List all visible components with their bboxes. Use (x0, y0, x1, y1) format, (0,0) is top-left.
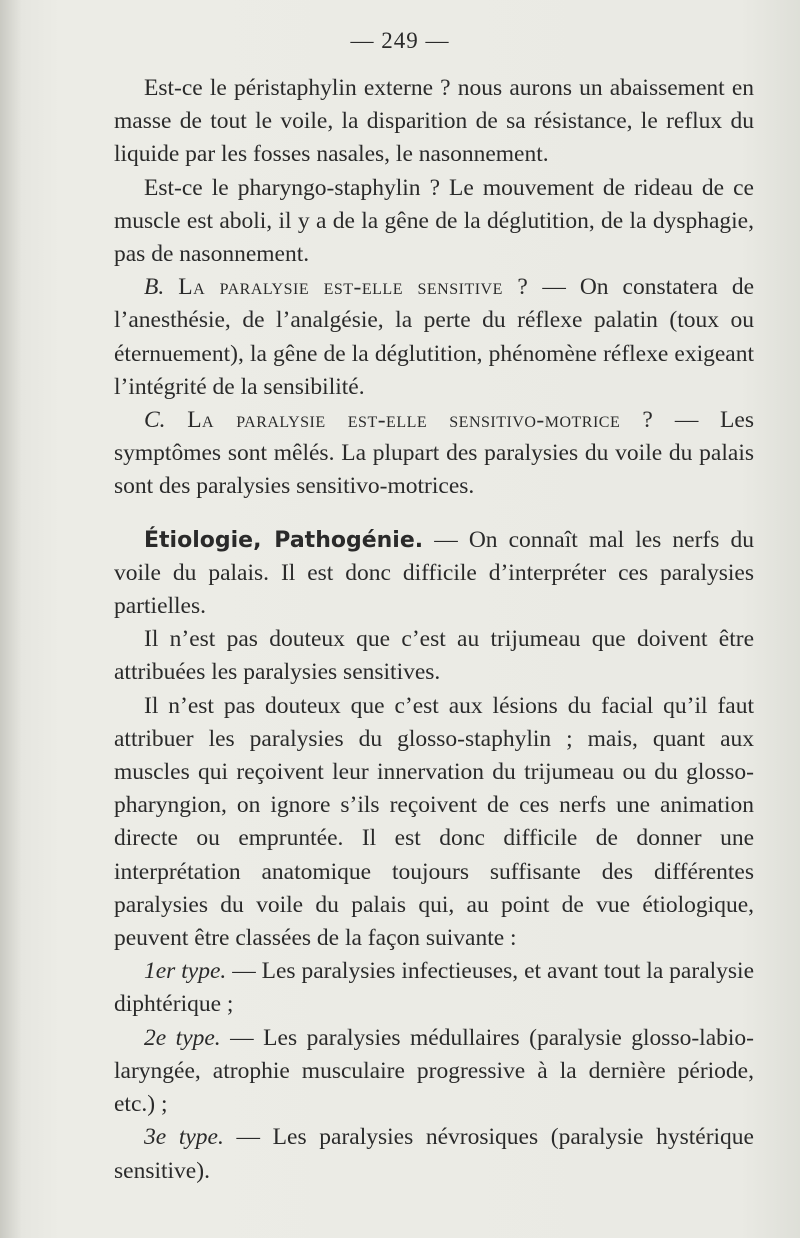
paragraph-sensitivo-motrice (114, 404, 754, 504)
paragraph-peristaphylin: Est-ce le péristaphylin externe ? nous aurons un abaissement en masse de tout le voile, la disparition de sa résistance, le reflux du liquide par les fosses nasales, le nasonnement. (114, 75, 754, 168)
section-heading-etiologie: Étiologie, Pathogénie. (144, 527, 424, 553)
paragraph-trijumeau: Il n’est pas douteux que c’est au trijumeau que doivent être attribuées les paralysies sensitives. (114, 626, 754, 686)
page-body (114, 72, 754, 1188)
type-label-1: 1er type. (144, 958, 227, 985)
paragraph-etiologie (114, 524, 754, 624)
paragraph-sensitive (114, 271, 754, 404)
type-text-2: — Les paralysies médullaires (paralysie glosso-labio-laryngée, atrophie musculaire progressive à la dernière période, etc.) ; (114, 1024, 754, 1118)
type-label-3: 3e type. (144, 1124, 224, 1151)
section-title-c: La paralysie est-elle sensitivo-motrice ? (187, 407, 654, 434)
section-text-etiologie: — On connaît mal les nerfs du voile du palais. Il est donc difficile d’interpréter ces paralysies partielles. (114, 526, 754, 620)
section-label-b: B. (144, 274, 165, 301)
paragraph-type-1 (114, 955, 754, 1021)
type-text-1: — Les paralysies infectieuses, et avant tout la paralysie diphtérique ; (114, 958, 755, 1018)
section-label-c: C. (144, 407, 166, 434)
type-text-3: — Les paralysies névrosiques (paralysie hystérique sensitive). (114, 1124, 754, 1184)
section-title-b: La paralysie est-elle sensitive ? (178, 274, 529, 301)
paragraph-type-3 (114, 1121, 754, 1187)
paragraph-facial: Il n’est pas douteux que c’est aux lésions du facial qu’il faut attribuer les paralysies du glosso-staphylin ; mais, quant aux muscles qui reçoivent leur innervation du trijumeau ou du glosso-pharyngion, on ignore s’ils reçoivent de ces nerfs une animation directe ou empruntée. Il est donc difficile de donner une interprétation anatomique toujours suffisante des différentes paralysies du voile du palais qui, au point de vue étiologique, peuvent être classées de la façon suivante : (114, 692, 754, 952)
type-label-2: 2e type. (144, 1024, 221, 1051)
page-number: — 249 — (350, 28, 450, 53)
section-text-b: — On constatera de l’anesthésie, de l’analgésie, la perte du réflexe palatin (toux ou éternuement), la gêne de la déglutition, phénomène réflexe exigeant l’intégrité de la sensibilité. (114, 274, 754, 400)
section-text-c: — Les symptômes sont mêlés. La plupart des paralysies du voile du palais sont des paralysies sensitivo-motrices. (114, 407, 754, 500)
paragraph-pharyngo-staphylin: Est-ce le pharyngo-staphylin ? Le mouvement de rideau de ce muscle est aboli, il y a de la gêne de la déglutition, de la dysphagie, pas de nasonnement. (114, 174, 754, 268)
paragraph-type-2 (114, 1022, 754, 1122)
